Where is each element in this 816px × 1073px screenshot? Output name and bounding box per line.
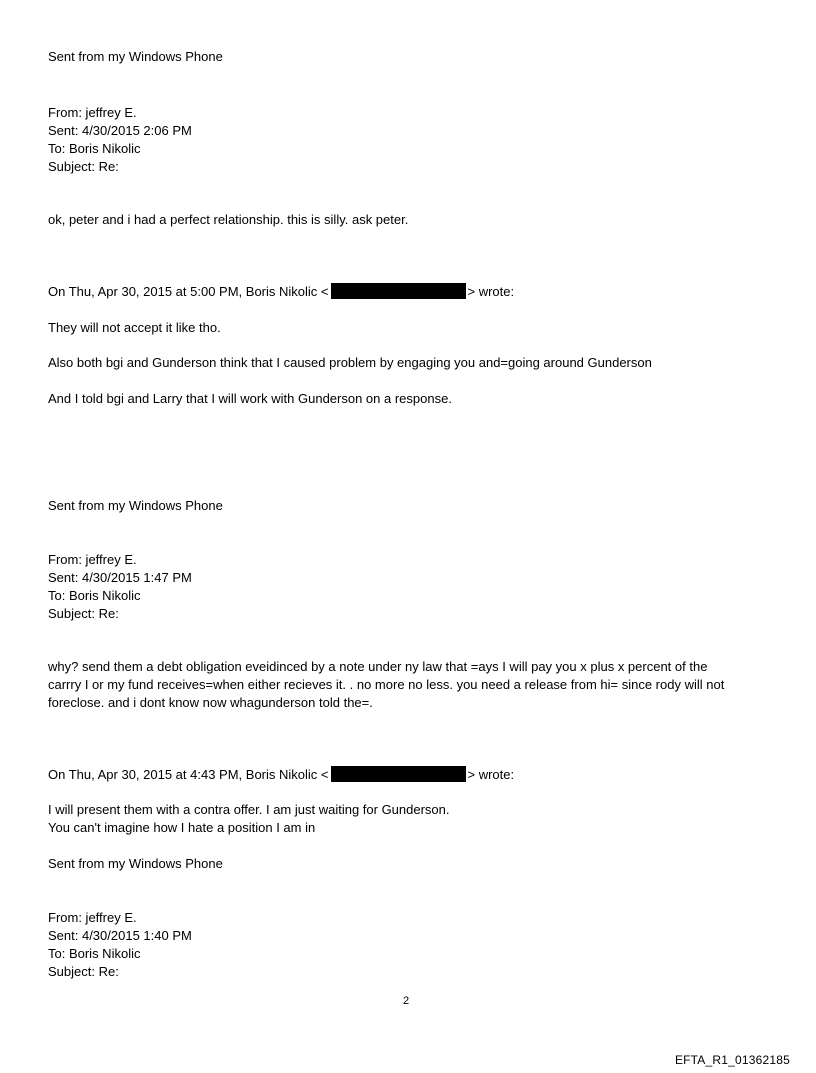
header-from: From: jeffrey E.	[48, 552, 137, 567]
quote-attribution	[48, 283, 514, 301]
header-subject: Subject: Re:	[48, 159, 119, 174]
message-body: ok, peter and i had a perfect relationship. this is silly. ask peter.	[48, 212, 409, 227]
header-from: From: jeffrey E.	[48, 910, 137, 925]
header-sent: Sent: 4/30/2015 1:40 PM	[48, 928, 192, 943]
message-body-line: I will present them with a contra offer. I am just waiting for Gunderson.	[48, 802, 450, 817]
header-to: To: Boris Nikolic	[48, 946, 141, 961]
message-body-line: foreclose. and i dont know now whagunderson told the=.	[48, 695, 373, 710]
page-number: 2	[403, 995, 410, 1007]
quote-attribution-prefix: On Thu, Apr 30, 2015 at 5:00 PM, Boris Nikolic <	[48, 284, 329, 299]
redacted-email	[331, 766, 466, 782]
message-body-line: carrry I or my fund receives=when either recieves it. . no more no less. you need a release from hi= since rody will not	[48, 677, 725, 692]
message-body	[48, 658, 768, 712]
header-to: To: Boris Nikolic	[48, 141, 141, 156]
message-body-line: And I told bgi and Larry that I will work with Gunderson on a response.	[48, 391, 452, 406]
message-body-line: You can't imagine how I hate a position I am in	[48, 820, 316, 835]
signature-line: Sent from my Windows Phone	[48, 49, 223, 64]
quote-attribution-suffix: > wrote:	[467, 284, 515, 299]
message-body	[48, 801, 768, 837]
signature-line: Sent from my Windows Phone	[48, 498, 223, 513]
header-subject: Subject: Re:	[48, 964, 119, 979]
header-subject: Subject: Re:	[48, 606, 119, 621]
header-sent: Sent: 4/30/2015 2:06 PM	[48, 123, 192, 138]
quote-attribution-suffix: > wrote:	[467, 767, 515, 782]
message-body-line: They will not accept it like tho.	[48, 320, 221, 335]
quote-attribution	[48, 766, 514, 784]
bates-number: EFTA_R1_01362185	[674, 1053, 790, 1067]
header-from: From: jeffrey E.	[48, 105, 137, 120]
quote-attribution-prefix: On Thu, Apr 30, 2015 at 4:43 PM, Boris Nikolic <	[48, 767, 329, 782]
message-body-line: Also both bgi and Gunderson think that I caused problem by engaging you and=going around Gunderson	[48, 355, 652, 370]
signature-line: Sent from my Windows Phone	[48, 856, 223, 871]
header-sent: Sent: 4/30/2015 1:47 PM	[48, 570, 192, 585]
redacted-email	[331, 283, 466, 299]
message-body-line: why? send them a debt obligation eveidinced by a note under ny law that =ays I will pay you x plus x percent of the	[48, 659, 708, 674]
header-to: To: Boris Nikolic	[48, 588, 141, 603]
